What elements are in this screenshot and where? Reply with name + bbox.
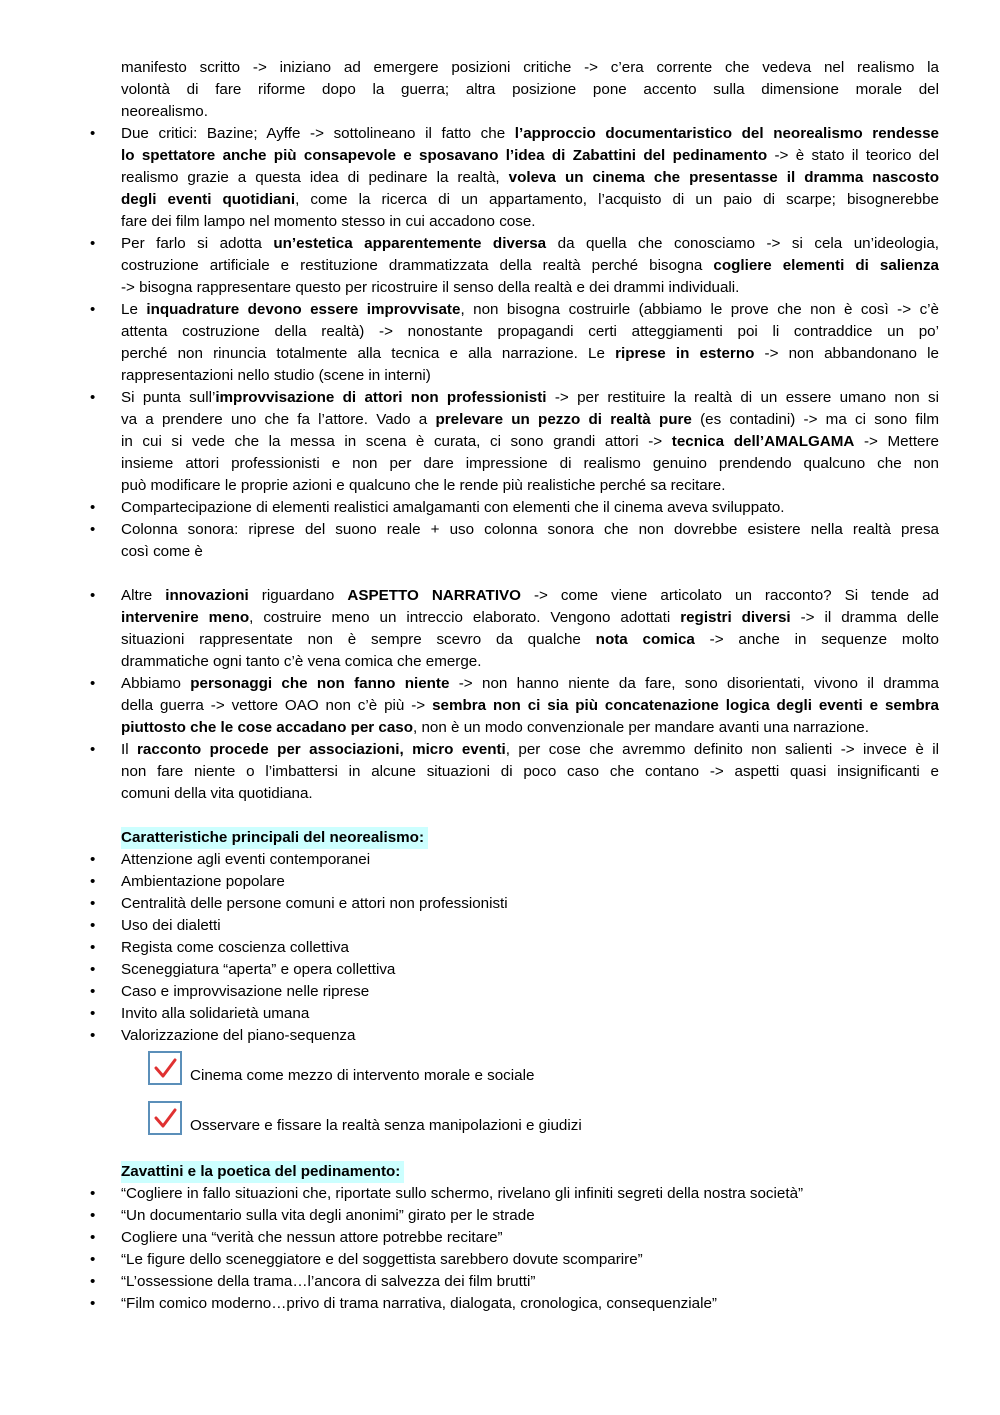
checkbox-checked-icon [148, 1051, 182, 1085]
text-run: insieme attori professionisti e non per dare impressione di realismo genuino prendendo qualcuno che non [121, 455, 939, 472]
paragraph-line [121, 761, 939, 783]
bullet-paragraph [121, 233, 939, 299]
bold-text: nota comica [595, 631, 695, 648]
text-run: in cui si vede che la messa in scena è curata, ci sono grandi attori -> [121, 433, 672, 450]
bold-text: registri diversi [680, 609, 791, 626]
text-run: perché non rinuncia totalmente alla tecnica e alla narrazione. Le [121, 345, 616, 362]
paragraph-line [121, 233, 939, 255]
bullet-paragraph [121, 585, 939, 673]
list-item: • Centralità delle persone comuni e attori non professionisti [121, 893, 508, 915]
text-run: , non è un modo convenzionale per mandare avanti una narrazione. [413, 719, 869, 736]
text-run: fare dei film lampo nel momento stesso in cui accadono cose. [121, 213, 536, 230]
text-run: -> è stato il teorico del [767, 147, 940, 164]
paragraph-line [121, 409, 939, 431]
paragraph-line [121, 387, 939, 409]
paragraph-line: neorealismo. [121, 103, 208, 120]
text-run: -> per restituire la realtà di un essere umano non si [546, 389, 939, 406]
bullet-paragraph [121, 387, 939, 497]
bold-text: cogliere elementi di salienza [713, 257, 939, 274]
paragraph-line [121, 783, 939, 805]
checkbox-checked-icon [148, 1101, 182, 1135]
paragraph-line [121, 123, 939, 145]
paragraph-line [121, 431, 939, 453]
bullet-paragraph [121, 299, 939, 387]
bold-text: improvvisazione di attori non professionisti [215, 389, 547, 406]
paragraph-line [121, 629, 939, 651]
bold-text: sembra non ci sia più concatenazione logica degli eventi e sembra [432, 697, 940, 714]
text-run: -> anche in sequenze molto [694, 631, 939, 648]
text-run: Compartecipazione di elementi realistici amalgamanti con elementi che il cinema aveva sviluppato. [121, 499, 785, 516]
list-item: • Sceneggiatura “aperta” e opera collettiva [121, 959, 395, 981]
paragraph-line [121, 607, 939, 629]
paragraph-line [121, 673, 939, 695]
text-run: rappresentazioni nello studio (scene in interni) [121, 367, 431, 384]
text-run: , come la ricerca di un appartamento, l’acquisto di un paio di scarpe; bisognerebbe [295, 191, 939, 208]
checklist-label: Osservare e fissare la realtà senza manipolazioni e giudizi [190, 1117, 582, 1134]
paragraph-line: volontà di fare riforme dopo la guerra; altra posizione pone accento sulla dimensione morale del [121, 81, 939, 98]
bold-text: intervenire meno [121, 609, 250, 626]
bullet-paragraph [121, 123, 939, 233]
text-run: costruzione artificiale e restituzione drammatizzata della realtà perché bisogna [121, 257, 714, 274]
text-run: così come è [121, 543, 203, 560]
quote-item: • “Film comico moderno…privo di trama narrativa, dialogata, cronologica, consequenziale” [121, 1293, 717, 1315]
bold-text: voleva un cinema che presentasse il dramma nascosto [508, 169, 939, 186]
checklist-label: Cinema come mezzo di intervento morale e sociale [190, 1067, 535, 1084]
bold-text: riprese in esterno [615, 345, 755, 362]
bold-text: un’estetica apparentemente diversa [273, 235, 547, 252]
quote-item: • “Un documentario sulla vita degli anonimi” girato per le strade [121, 1205, 535, 1227]
paragraph-line: manifesto scritto -> iniziano ad emergere posizioni critiche -> c’era corrente che vedeva nel realismo la [121, 59, 939, 76]
bold-text: innovazioni [165, 587, 249, 604]
list-item: • Regista come coscienza collettiva [121, 937, 349, 959]
paragraph-line [121, 343, 939, 365]
text-run: Si punta sull’ [121, 389, 216, 406]
text-run: situazioni rappresentate non è sempre scevro da qualche [121, 631, 596, 648]
text-run: Per farlo si adotta [121, 235, 274, 252]
checklist-item [148, 1101, 582, 1135]
text-run: attenta costruzione della realtà) -> nonostante propagandi certi atteggiamenti poi li contraddice un po’ [121, 323, 939, 340]
paragraph-line [121, 453, 939, 475]
text-run: può modificare le proprie azioni e qualcuno che le rende più realistiche perché sa recitare. [121, 477, 726, 494]
text-run: drammatiche ogni tanto c’è vena comica che emerge. [121, 653, 482, 670]
bold-text: l’approccio documentaristico del neorealismo rendesse [514, 125, 939, 142]
text-run: comuni della vita quotidiana. [121, 785, 313, 802]
paragraph-line [121, 717, 939, 739]
quote-item: • “Le figure dello sceneggiatore e del soggettista sarebbero dovute scomparire” [121, 1249, 643, 1271]
text-run: -> come viene articolato un racconto? Si tende ad [521, 587, 939, 604]
paragraph-line [121, 255, 939, 277]
bullet-paragraph [121, 739, 939, 805]
checklist-item [148, 1051, 534, 1085]
list-item: • Attenzione agli eventi contemporanei [121, 849, 370, 871]
bold-text: inquadrature devono essere improvvisate [146, 301, 461, 318]
quote-item: • “Cogliere in fallo situazioni che, riportate sullo schermo, rivelano gli infiniti segreti della nostra società” [121, 1183, 803, 1205]
list-item: • Valorizzazione del piano-sequenza [121, 1025, 355, 1047]
bullet-paragraph [121, 497, 939, 519]
intro-paragraph [121, 57, 939, 123]
text-run: Altre [121, 587, 166, 604]
list-item: • Invito alla solidarietà umana [121, 1003, 309, 1025]
text-run: -> il dramma delle [790, 609, 939, 626]
bold-text: lo spettatore anche più consapevole e sposavano l’idea di Zabattini del pedinamento [121, 147, 768, 164]
text-run: -> non abbandonano le [754, 345, 939, 362]
text-run: , costruire meno un intreccio elaborato. Vengono adottati [249, 609, 681, 626]
text-run: Abbiamo [121, 675, 191, 692]
text-run: Colonna sonora: riprese del suono reale + uso colonna sonora che non dovrebbe esistere nella realtà presa [121, 521, 939, 538]
text-run: della guerra -> vettore OAO non c’è più -> [121, 697, 433, 714]
text-run: Due critici: Bazine; Ayffe -> sottolineano il fatto che [121, 125, 515, 142]
bold-text: ASPETTO NARRATIVO [347, 587, 521, 604]
text-run: va a prendere uno che fa l’attore. Vado a [121, 411, 436, 428]
text-run: , per cose che avremmo definito non salienti -> invece è il [505, 741, 939, 758]
paragraph-line [121, 651, 939, 673]
paragraph-line [121, 365, 939, 387]
bold-text: prelevare un pezzo di realtà pure [435, 411, 692, 428]
paragraph-line [121, 541, 939, 563]
text-run: realismo grazie a questa idea di pedinare la realtà, [121, 169, 509, 186]
paragraph-line [121, 189, 939, 211]
text-run: Il [121, 741, 138, 758]
quote-item: • Cogliere una “verità che nessun attore potrebbe recitare” [121, 1227, 503, 1249]
bold-text: piuttosto che le cose accadano per caso [121, 719, 414, 736]
text-run: (es contadini) -> ma ci sono film [691, 411, 940, 428]
bold-text: personaggi che non fanno niente [190, 675, 450, 692]
paragraph-line [121, 739, 939, 761]
bullet-paragraph [121, 673, 939, 739]
section-heading: Zavattini e la poetica del pedinamento: [121, 1161, 404, 1183]
paragraph-line [121, 167, 939, 189]
bold-text: racconto procede per associazioni, micro eventi [137, 741, 506, 758]
text-run: -> non hanno niente da fare, sono disorientati, vivono il dramma [449, 675, 939, 692]
list-item: • Uso dei dialetti [121, 915, 221, 937]
paragraph-line [121, 497, 939, 519]
paragraph-line [121, 211, 939, 233]
section-heading: Caratteristiche principali del neorealismo: [121, 827, 428, 849]
paragraph-line [121, 695, 939, 717]
paragraph-line [121, 299, 939, 321]
paragraph-line [121, 585, 939, 607]
text-run: non fare niente o l’imbattersi in alcune situazioni di poco caso che contano -> aspetti quasi insignificanti e [121, 763, 939, 780]
text-run: -> Mettere [854, 433, 939, 450]
bold-text: tecnica dell’AMALGAMA [671, 433, 855, 450]
paragraph-line [121, 145, 939, 167]
bullet-paragraph [121, 519, 939, 563]
text-run: riguardano [248, 587, 348, 604]
bold-text: degli eventi quotidiani [121, 191, 296, 208]
paragraph-line [121, 321, 939, 343]
paragraph-line [121, 277, 939, 299]
list-item: • Caso e improvvisazione nelle riprese [121, 981, 369, 1003]
text-run: , non bisogna costruirle (abbiamo le prove che non è così -> c’è [460, 301, 939, 318]
paragraph-line [121, 475, 939, 497]
paragraph-line [121, 519, 939, 541]
list-item: • Ambientazione popolare [121, 871, 285, 893]
quote-item: • “L’ossessione della trama…l’ancora di salvezza dei film brutti” [121, 1271, 535, 1293]
text-run: da quella che conosciamo -> si cela un’ideologia, [546, 235, 939, 252]
text-run: -> bisogna rappresentare questo per ricostruire il senso della realtà e dei drammi individuali. [121, 279, 740, 296]
text-run: Le [121, 301, 147, 318]
